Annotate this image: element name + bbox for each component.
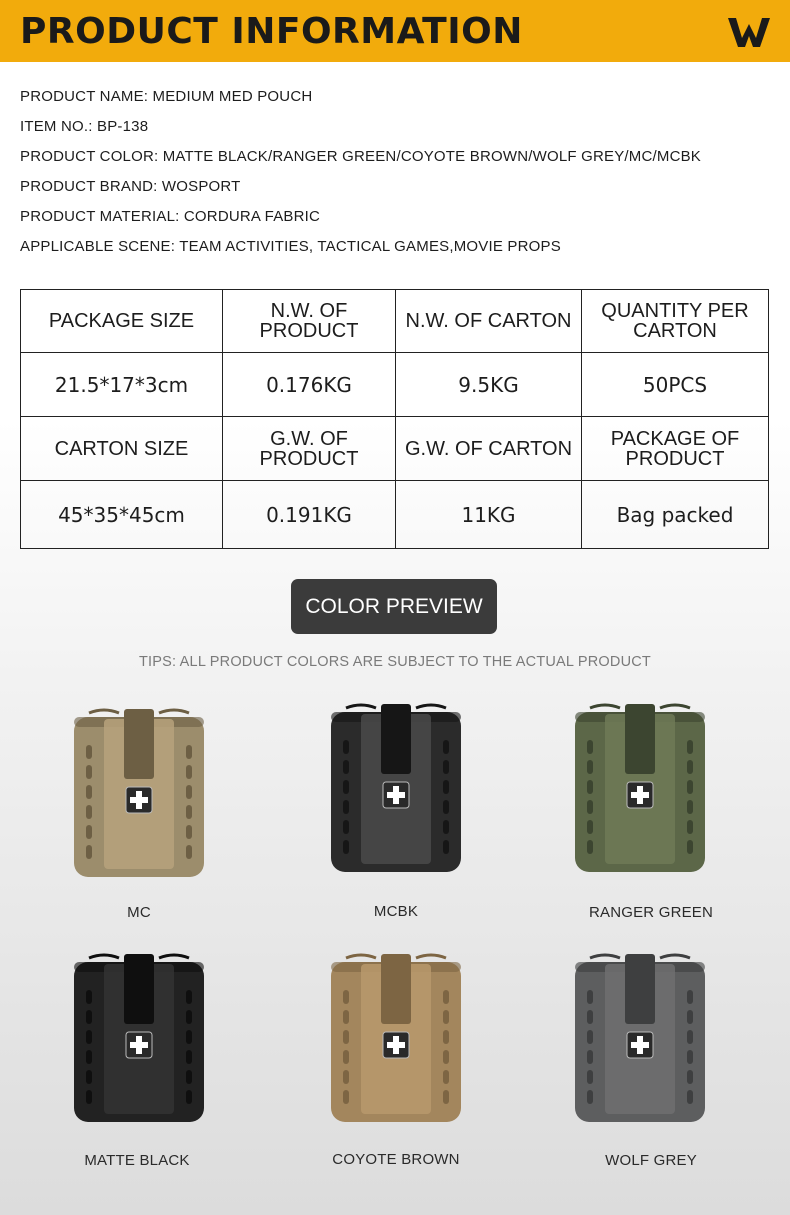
product-name: PRODUCT NAME: MEDIUM MED POUCH [20,88,313,105]
pouch-icon [565,950,715,1130]
page-title: PRODUCT INFORMATION [20,11,523,52]
pouch-icon [321,950,471,1130]
header-bar [0,0,790,62]
gw-product-value: 0.191KG [223,481,396,549]
color-preview-button[interactable]: COLOR PREVIEW [291,579,497,634]
pouch-icon [64,950,214,1130]
applicable-scene: APPLICABLE SCENE: TEAM ACTIVITIES, TACTICAL GAMES,MOVIE PROPS [20,238,561,255]
gw-carton-value: 11KG [396,481,582,549]
product-info-list [20,87,780,267]
nw-product-header: N.W. OF PRODUCT [223,290,396,353]
package-of-product-value: Bag packed [582,481,769,549]
table-row [21,417,769,481]
package-size-value: 21.5*17*3cm [21,353,223,417]
spec-table [20,289,769,549]
gw-product-header: G.W. OF PRODUCT [223,417,396,481]
pouch-icon [321,700,471,880]
pouch-image-matte-black [64,950,214,1130]
product-material: PRODUCT MATERIAL: CORDURA FABRIC [20,208,321,225]
table-row [21,481,769,549]
nw-carton-value: 9.5KG [396,353,582,417]
wosport-w-logo-icon [726,14,772,50]
nw-carton-header: N.W. OF CARTON [396,290,582,353]
gw-carton-header: G.W. OF CARTON [396,417,582,481]
pouch-image-ranger-green [565,700,715,880]
package-of-product-header: PACKAGE OF PRODUCT [582,417,769,481]
pouch-image-wolf-grey [565,950,715,1130]
color-label-matte-black: MATTE BLACK [84,1152,190,1169]
pouch-image-coyote-brown [321,950,471,1130]
color-label-mcbk: MCBK [373,903,419,920]
table-row [21,290,769,353]
nw-product-value: 0.176KG [223,353,396,417]
item-number: ITEM NO.: BP-138 [20,118,149,135]
product-color: PRODUCT COLOR: MATTE BLACK/RANGER GREEN/COYOTE BROWN/WOLF GREY/MC/MCBK [20,148,702,165]
color-tips: TIPS: ALL PRODUCT COLORS ARE SUBJECT TO THE ACTUAL PRODUCT [139,654,651,670]
color-label-wolf-grey: WOLF GREY [605,1152,697,1169]
quantity-per-carton-header: QUANTITY PER CARTON [582,290,769,353]
quantity-per-carton-value: 50PCS [582,353,769,417]
color-label-ranger-green: RANGER GREEN [588,904,714,921]
color-label-coyote-brown: COYOTE BROWN [332,1151,460,1168]
table-row [21,353,769,417]
pouch-image-mc [64,705,214,885]
product-brand: PRODUCT BRAND: WOSPORT [20,178,241,195]
pouch-icon [565,700,715,880]
pouch-icon [64,705,214,885]
carton-size-value: 45*35*45cm [21,481,223,549]
color-label-mc: MC [127,904,151,921]
package-size-header: PACKAGE SIZE [21,290,223,353]
pouch-image-mcbk [321,700,471,880]
carton-size-header: CARTON SIZE [21,417,223,481]
